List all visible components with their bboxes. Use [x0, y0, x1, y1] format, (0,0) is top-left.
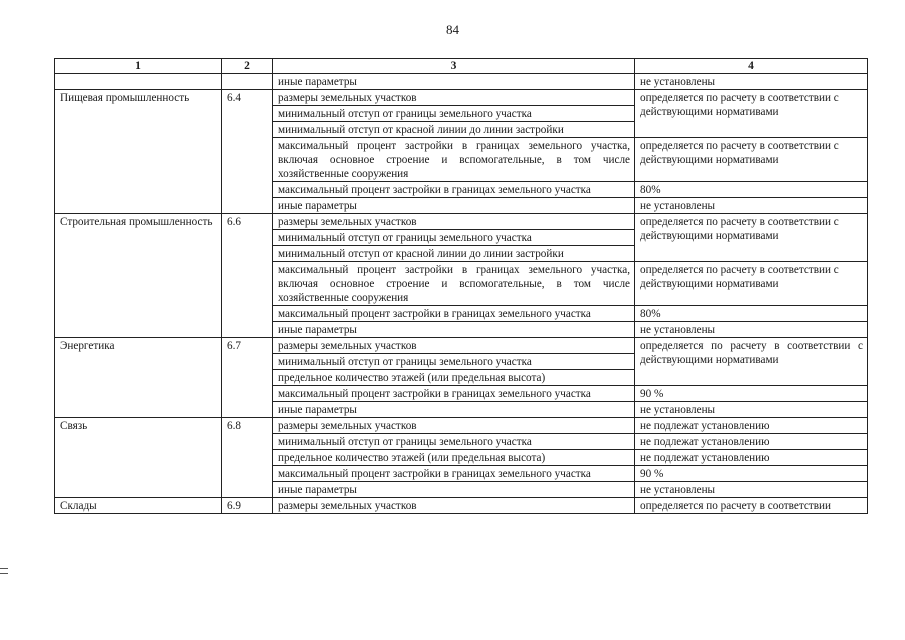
parameter-cell: иные параметры	[273, 74, 635, 90]
parameter-cell: максимальный процент застройки в границах земельного участка	[273, 386, 635, 402]
table-header-row	[55, 59, 868, 74]
empty-cell	[55, 74, 222, 90]
value-cell: определяется по расчету в соответствии с действующими нормативами	[635, 338, 868, 386]
section-name: Энергетика	[55, 338, 222, 418]
empty-cell	[222, 74, 273, 90]
table-row	[55, 418, 868, 434]
value-cell: не подлежат установлению	[635, 418, 868, 434]
parameter-cell: размеры земельных участков	[273, 90, 635, 106]
column-header-1: 1	[55, 59, 222, 74]
value-cell: 80%	[635, 182, 868, 198]
value-cell: не подлежат установлению	[635, 450, 868, 466]
parameter-cell: максимальный процент застройки в границах земельного участка, включая основное строение и вспомогательные, в том числе хозяйственные сооружения	[273, 262, 635, 306]
page-number: 84	[446, 22, 459, 37]
section-code: 6.7	[222, 338, 273, 418]
parameter-cell: максимальный процент застройки в границах земельного участка	[273, 306, 635, 322]
column-header-4: 4	[635, 59, 868, 74]
section-name: Строительная промышленность	[55, 214, 222, 338]
section-code: 6.9	[222, 498, 273, 514]
section-code: 6.4	[222, 90, 273, 214]
value-cell: определяется по расчету в соответствии с действующими нормативами	[635, 90, 868, 138]
table-row	[55, 338, 868, 354]
table-row	[55, 90, 868, 106]
parameter-cell: максимальный процент застройки в границах земельного участка	[273, 466, 635, 482]
table-row	[55, 214, 868, 230]
parameter-cell: минимальный отступ от красной линии до линии застройки	[273, 246, 635, 262]
parameter-cell: иные параметры	[273, 482, 635, 498]
value-cell: определяется по расчету в соответствии с действующими нормативами	[635, 138, 868, 182]
section-code: 6.6	[222, 214, 273, 338]
parameter-cell: минимальный отступ от границы земельного участка	[273, 106, 635, 122]
column-header-3: 3	[273, 59, 635, 74]
parameter-cell: иные параметры	[273, 322, 635, 338]
section-name: Склады	[55, 498, 222, 514]
parameter-cell: максимальный процент застройки в границах земельного участка	[273, 182, 635, 198]
column-header-2: 2	[222, 59, 273, 74]
value-cell: 90 %	[635, 386, 868, 402]
value-cell: не установлены	[635, 322, 868, 338]
table-row	[55, 498, 868, 514]
parameter-cell: размеры земельных участков	[273, 418, 635, 434]
parameter-cell: минимальный отступ от границы земельного участка	[273, 230, 635, 246]
parameter-cell: минимальный отступ от красной линии до линии застройки	[273, 122, 635, 138]
value-cell: не установлены	[635, 402, 868, 418]
value-cell: не установлены	[635, 482, 868, 498]
section-name: Пищевая промышленность	[55, 90, 222, 214]
value-cell: не установлены	[635, 74, 868, 90]
parameter-cell: минимальный отступ от границы земельного участка	[273, 434, 635, 450]
value-cell: 90 %	[635, 466, 868, 482]
parameter-cell: предельное количество этажей (или предельная высота)	[273, 450, 635, 466]
value-cell: не подлежат установлению	[635, 434, 868, 450]
section-code: 6.8	[222, 418, 273, 498]
margin-mark	[0, 568, 8, 570]
regulations-table	[54, 58, 868, 514]
parameter-cell: размеры земельных участков	[273, 214, 635, 230]
section-name: Связь	[55, 418, 222, 498]
parameter-cell: иные параметры	[273, 402, 635, 418]
parameter-cell: иные параметры	[273, 198, 635, 214]
value-cell: определяется по расчету в соответствии	[635, 498, 868, 514]
value-cell: определяется по расчету в соответствии с действующими нормативами	[635, 262, 868, 306]
value-cell: 80%	[635, 306, 868, 322]
value-cell: не установлены	[635, 198, 868, 214]
margin-mark	[0, 573, 8, 575]
parameter-cell: максимальный процент застройки в границах земельного участка, включая основное строение и вспомогательные, в том числе хозяйственные сооружения	[273, 138, 635, 182]
parameter-cell: предельное количество этажей (или предельная высота)	[273, 370, 635, 386]
parameter-cell: размеры земельных участков	[273, 338, 635, 354]
parameter-cell: размеры земельных участков	[273, 498, 635, 514]
value-cell: определяется по расчету в соответствии с действующими нормативами	[635, 214, 868, 262]
table-row	[55, 74, 868, 90]
parameter-cell: минимальный отступ от границы земельного участка	[273, 354, 635, 370]
